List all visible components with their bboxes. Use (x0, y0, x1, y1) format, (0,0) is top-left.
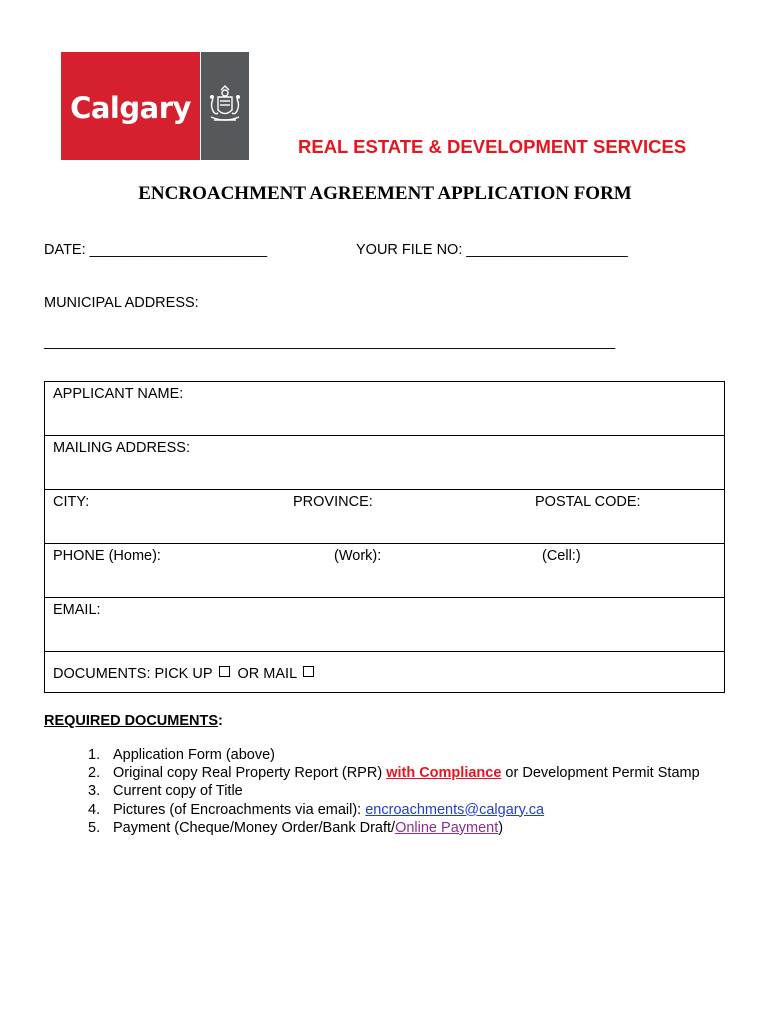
logo-wordmark: Calgary (70, 91, 191, 125)
encroachments-email-link[interactable]: encroachments@calgary.ca (365, 801, 545, 818)
phone-cell-label: (Cell:) (542, 548, 581, 564)
required-documents-heading: REQUIRED DOCUMENTS: (44, 713, 223, 729)
list-item: 5. Payment (Cheque/Money Order/Bank Draft/Online Payment) (88, 819, 504, 836)
form-title: ENCROACHMENT AGREEMENT APPLICATION FORM (138, 183, 632, 204)
city-province-postal-row[interactable] (45, 490, 724, 544)
list-item: 1. Application Form (above) (88, 747, 275, 763)
city-label: CITY: (53, 494, 90, 510)
online-payment-link[interactable]: Online Payment (395, 819, 499, 836)
email-label: EMAIL: (53, 602, 101, 618)
applicant-name-label: APPLICANT NAME: (53, 386, 184, 402)
pickup-label: DOCUMENTS: PICK UP (53, 666, 213, 682)
mailing-address-label: MAILING ADDRESS: (53, 440, 190, 456)
pickup-checkbox[interactable] (219, 666, 230, 677)
email-row[interactable] (45, 598, 724, 652)
documents-row (45, 652, 724, 692)
applicant-name-row[interactable] (45, 382, 724, 436)
list-item: 4. Pictures (of Encroachments via email): encroachments@calgary.ca (88, 801, 545, 818)
documents-delivery (53, 666, 322, 682)
mailing-address-row[interactable] (45, 436, 724, 490)
phone-work-label: (Work): (334, 548, 382, 564)
municipal-address-label: MUNICIPAL ADDRESS: (44, 295, 199, 311)
date-field[interactable]: DATE: ______________________ (44, 242, 268, 258)
phone-row[interactable] (45, 544, 724, 598)
province-label: PROVINCE: (293, 494, 373, 510)
logo-gray-panel (200, 52, 249, 160)
list-item: 3. Current copy of Title (88, 783, 243, 800)
phone-home-label: PHONE (Home): (53, 548, 161, 564)
calgary-logo (61, 52, 249, 160)
department-heading: REAL ESTATE & DEVELOPMENT SERVICES (298, 136, 687, 157)
logo-red-panel (61, 52, 200, 160)
municipal-address-field[interactable]: __________________________________________________________________________ (44, 334, 615, 350)
list-item: 2. Original copy Real Property Report (RPR) with Compliance or Development Permit Stamp (88, 765, 700, 782)
applicant-fields-table (44, 381, 725, 693)
mail-checkbox[interactable] (303, 666, 314, 677)
coat-of-arms-icon (205, 83, 245, 129)
file-no-field[interactable]: YOUR FILE NO: ____________________ (356, 242, 628, 258)
compliance-highlight: with Compliance (386, 765, 502, 782)
postal-code-label: POSTAL CODE: (535, 494, 641, 510)
required-documents-list (88, 746, 700, 837)
mail-label: OR MAIL (237, 666, 298, 682)
